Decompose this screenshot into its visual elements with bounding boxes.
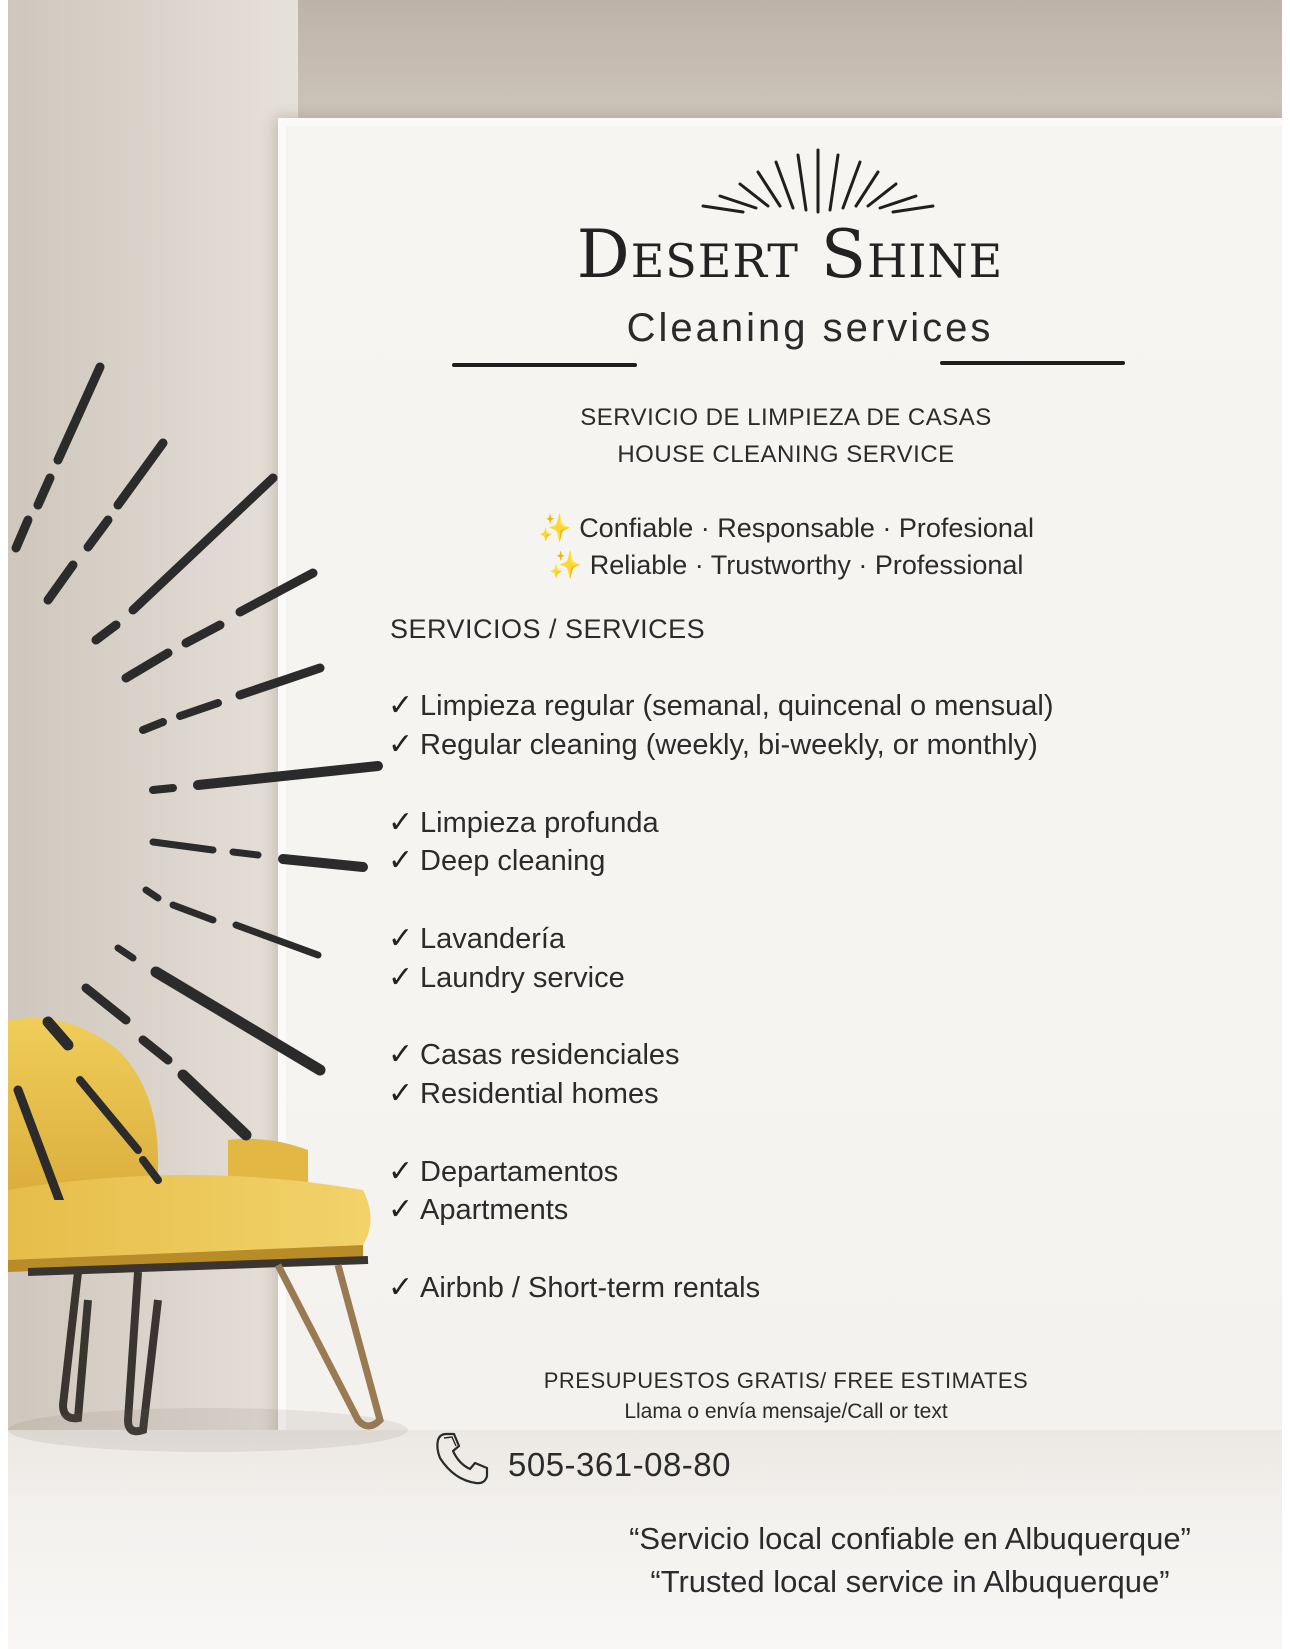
service-item — [388, 1154, 618, 1189]
service-item-label: Residential homes — [420, 1078, 659, 1110]
quote-es: “Servicio local confiable en Albuquerque” — [629, 1521, 1191, 1556]
call-or-text: Llama o envía mensaje/Call or text — [624, 1400, 948, 1423]
service-item-label: Limpieza profunda — [420, 807, 659, 839]
checkmark-icon: ✓ — [388, 806, 414, 839]
checkmark-icon: ✓ — [388, 922, 414, 955]
checkmark-icon: ✓ — [388, 844, 414, 877]
checkmark-icon: ✓ — [388, 961, 414, 994]
service-item — [388, 1192, 568, 1227]
service-item-label: Lavandería — [420, 923, 566, 955]
service-type-es: SERVICIO DE LIMPIEZA DE CASAS — [580, 404, 992, 431]
divider-right — [940, 361, 1125, 365]
service-item — [388, 843, 605, 878]
service-item-label: Apartments — [420, 1194, 569, 1226]
service-item-label: Limpieza regular (semanal, quincenal o mensual) — [420, 690, 1054, 722]
decorative-rays — [8, 0, 408, 1200]
checkmark-icon: ✓ — [388, 1271, 414, 1304]
brand-subtitle: Cleaning services — [626, 306, 994, 350]
tagline-en — [336, 549, 1236, 581]
sparkles-icon: ✨ — [538, 513, 572, 543]
service-item — [388, 688, 1054, 723]
checkmark-icon: ✓ — [388, 1155, 414, 1188]
service-item-label: Airbnb / Short-term rentals — [420, 1272, 761, 1304]
checkmark-icon: ✓ — [388, 728, 414, 761]
service-item — [388, 1037, 680, 1072]
sparkles-icon: ✨ — [548, 550, 583, 580]
phone-number[interactable]: 505-361-08-80 — [508, 1446, 731, 1483]
service-item — [388, 1270, 760, 1305]
services-heading: SERVICIOS / SERVICES — [390, 614, 706, 644]
brand-title: Desert Shine — [576, 216, 1004, 293]
checkmark-icon: ✓ — [388, 1038, 414, 1071]
service-item — [388, 921, 565, 956]
service-item-label: Casas residenciales — [420, 1039, 680, 1071]
tagline-en-text: Reliable · Trustworthy · Professional — [589, 550, 1024, 580]
checkmark-icon: ✓ — [388, 1077, 414, 1110]
divider-left — [452, 363, 637, 367]
tagline-es-text: Confiable · Responsable · Profesional — [579, 513, 1034, 543]
service-item — [388, 1076, 659, 1111]
service-item — [388, 960, 625, 995]
service-item-label: Laundry service — [420, 962, 625, 994]
quote-en: “Trusted local service in Albuquerque” — [650, 1564, 1170, 1599]
service-item-label: Regular cleaning (weekly, bi-weekly, or monthly) — [420, 729, 1038, 761]
service-item — [388, 805, 659, 840]
checkmark-icon: ✓ — [388, 1193, 414, 1226]
checkmark-icon: ✓ — [388, 689, 414, 722]
service-item-label: Departamentos — [420, 1156, 619, 1188]
tagline-es — [336, 512, 1236, 544]
service-item — [388, 727, 1038, 762]
phone-icon — [432, 1428, 492, 1488]
sun-logo-icon — [698, 140, 938, 220]
service-type-en: HOUSE CLEANING SERVICE — [617, 441, 955, 468]
service-item-label: Deep cleaning — [420, 845, 606, 877]
free-estimates: PRESUPUESTOS GRATIS/ FREE ESTIMATES — [543, 1368, 1029, 1393]
